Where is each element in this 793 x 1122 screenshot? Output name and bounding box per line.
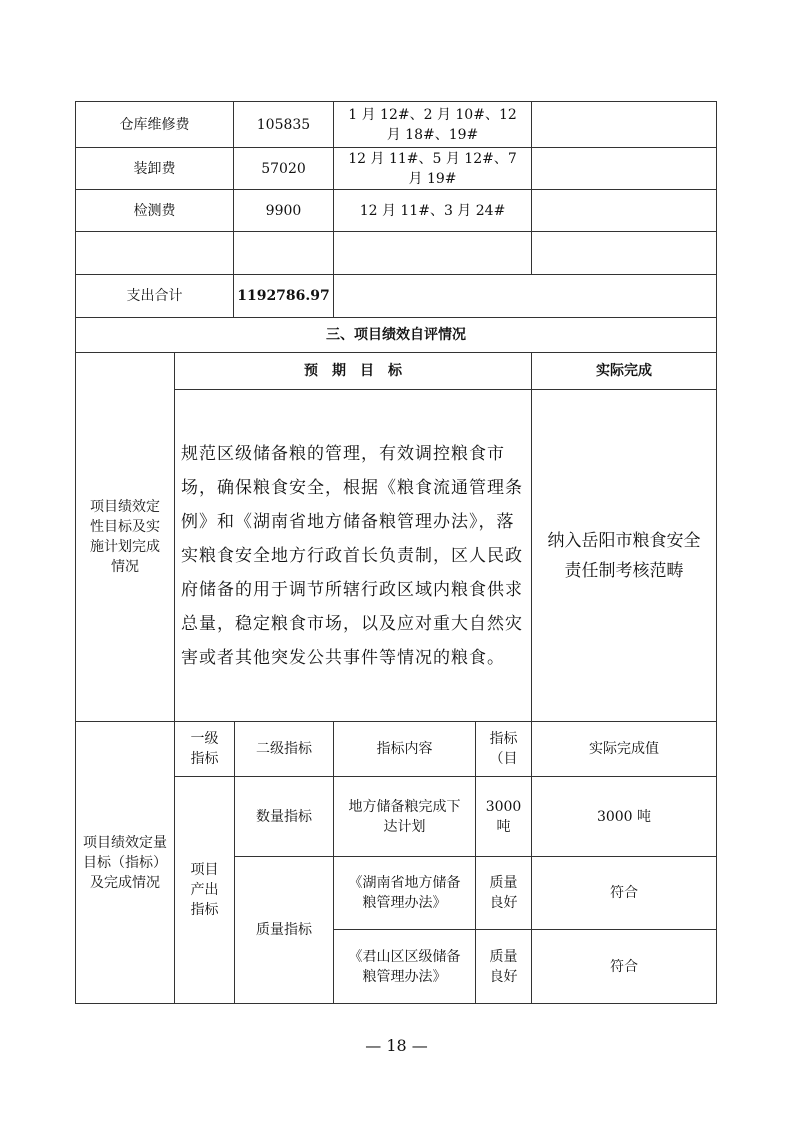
expense-note — [531, 101, 717, 148]
actual-header: 实际完成 — [531, 352, 717, 390]
total-label: 支出合计 — [75, 274, 234, 318]
indicator-actual: 符合 — [531, 929, 717, 1004]
page-number: — 18 — — [365, 1036, 428, 1055]
indicator-actual: 3000 吨 — [531, 776, 717, 857]
header-actual: 实际完成值 — [531, 721, 717, 777]
header-target: 指标（目 — [475, 721, 532, 777]
qualitative-label: 项目绩效定性目标及实施计划完成情况 — [75, 352, 175, 722]
expense-voucher: 12 月 11#、3 月 24# — [333, 189, 532, 232]
level1-indicator: 项目产出指标 — [174, 776, 235, 1004]
total-amount: 1192786.97 — [233, 274, 334, 318]
indicator-target: 质量良好 — [475, 929, 532, 1004]
level2-quality: 质量指标 — [234, 856, 334, 1004]
expense-note — [531, 231, 717, 275]
indicator-content: 地方储备粮完成下达计划 — [333, 776, 476, 857]
expense-item: 装卸费 — [75, 147, 234, 190]
expense-amount: 9900 — [233, 189, 334, 232]
indicator-target: 3000吨 — [475, 776, 532, 857]
expense-item — [75, 231, 234, 275]
header-level2: 二级指标 — [234, 721, 334, 777]
expense-amount: 57020 — [233, 147, 334, 190]
expected-header: 预 期 目 标 — [174, 352, 532, 390]
quantitative-label: 项目绩效定量目标（指标）及完成情况 — [75, 721, 175, 1004]
expense-voucher: 12 月 11#、5 月 12#、7 月 19# — [333, 147, 532, 190]
expected-goal-text: 规范区级储备粮的管理，有效调控粮食市场，确保粮食安全，根据《粮食流通管理条例》和《湖南省地方储备粮管理办法》，落实粮食安全地方行政首长负责制，区人民政府储备的用于调节所辖行政区域内粮食供求总量，稳定粮食市场，以及应对重大自然灾害或者其他突发公共事件等情况的粮食。 — [174, 389, 532, 722]
total-blank — [333, 274, 717, 318]
expense-note — [531, 189, 717, 232]
actual-completion-text: 纳入岳阳市粮食安全责任制考核范畴 — [531, 389, 717, 722]
section-title: 三、项目绩效自评情况 — [75, 317, 717, 353]
indicator-actual: 符合 — [531, 856, 717, 930]
expense-voucher: 1 月 12#、2 月 10#、12 月 18#、19# — [333, 101, 532, 148]
indicator-content: 《君山区区级储备粮管理办法》 — [333, 929, 476, 1004]
indicator-content: 《湖南省地方储备粮管理办法》 — [333, 856, 476, 930]
expense-item: 仓库维修费 — [75, 101, 234, 148]
header-level1: 一级指标 — [174, 721, 235, 777]
expense-voucher — [333, 231, 532, 275]
expense-note — [531, 147, 717, 190]
header-content: 指标内容 — [333, 721, 476, 777]
expense-amount: 105835 — [233, 101, 334, 148]
expense-item: 检测费 — [75, 189, 234, 232]
level2-quantity: 数量指标 — [234, 776, 334, 857]
expense-amount — [233, 231, 334, 275]
indicator-target: 质量良好 — [475, 856, 532, 930]
